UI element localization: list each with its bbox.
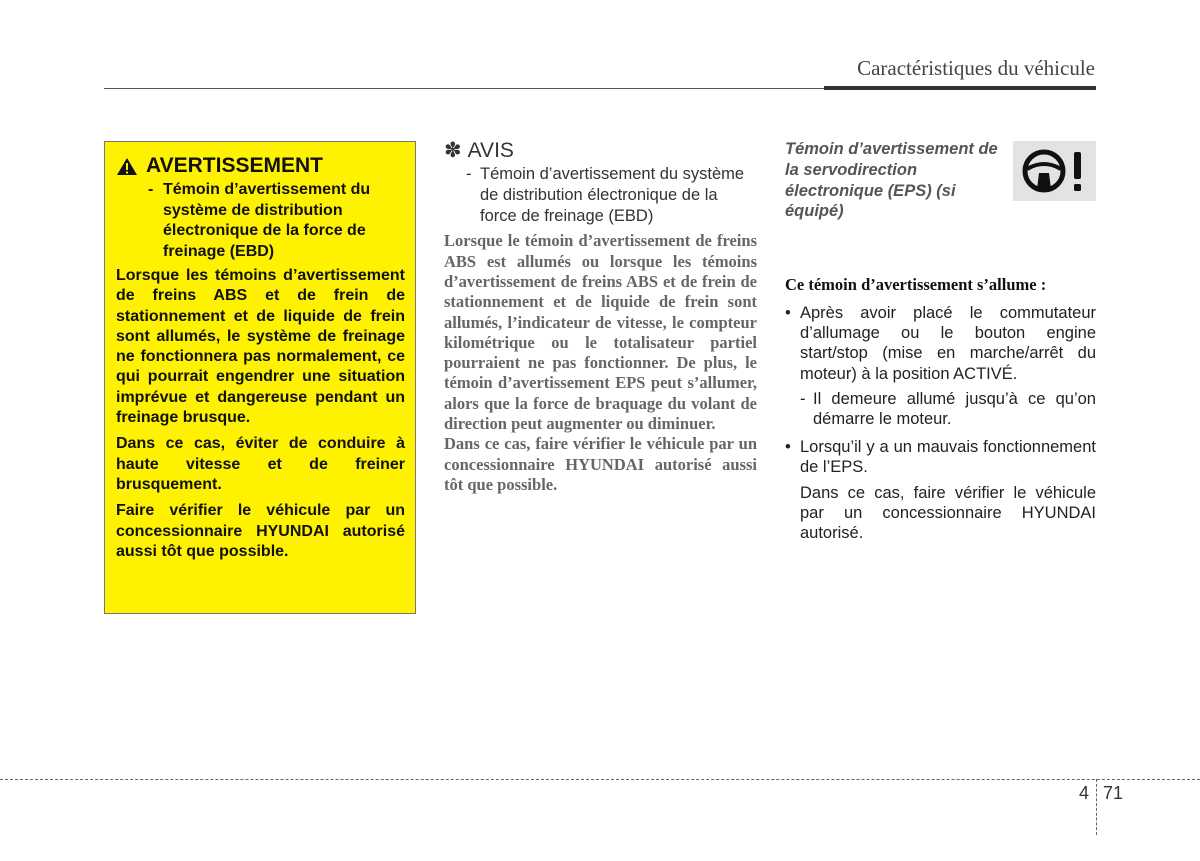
notice-star-icon: ✽ [444, 139, 462, 162]
eps-bullet-text: Après avoir placé le commutateur d’allumage ou le bouton engine start/stop (mise en marche/arrêt du moteur) à la position ACTIVÉ. [800, 304, 1096, 383]
warning-item-text: Témoin d’avertissement du système de distribution électronique de la force de freinage (EBD) [163, 181, 371, 260]
warning-title: AVERTISSEMENT [146, 154, 323, 177]
notice-list-item [444, 164, 757, 226]
eps-steering-warning-icon [1013, 141, 1096, 201]
eps-sub-text: Il demeure allumé jusqu’à ce qu’on démarre le moteur. [813, 389, 1096, 429]
notice-title: AVIS [467, 139, 514, 162]
footer-rule [0, 779, 1200, 780]
eps-bullet-item [785, 303, 1096, 384]
bullet-marker: • [785, 438, 791, 457]
warning-triangle-icon [116, 157, 138, 176]
bullet-marker: • [785, 304, 791, 322]
dash-marker: - [800, 389, 806, 408]
section-number: 4 [1079, 783, 1090, 803]
eps-heading: Témoin d’avertissement de la servodirection électronique (EPS) (si équipé) [785, 140, 998, 221]
notice-paragraph: Lorsque le témoin d’avertissement de freins ABS est allumés ou lorsque les témoins d’avertissement de freins ABS et de frein de stationnement et de liquide de frein sont allumés, l’indicateur de vitesse, le compteur kilométrique ou le totalisateur partiel pourraient ne pas fonctionner. De plus, le témoin d’avertissement EPS peut s’allumer, alors que la force de braquage du volant de direction peut augmenter ou diminuer. [444, 231, 757, 434]
eps-intro: Ce témoin d’avertissement s’allume : [785, 275, 1047, 294]
dash-marker: - [466, 165, 472, 183]
page-number: 71 [1103, 783, 1124, 803]
notice-paragraph: Dans ce cas, faire vérifier le véhicule par un concessionnaire HYUNDAI autorisé aussi tôt que possible. [444, 434, 757, 494]
eps-paragraph: Dans ce cas, faire vérifier le véhicule par un concessionnaire HYUNDAI autorisé. [800, 483, 1096, 543]
warning-paragraph: Faire vérifier le véhicule par un concessionnaire HYUNDAI autorisé aussi tôt que possible. [116, 502, 405, 560]
eps-bullet-text: Lorsqu’il y a un mauvais fonctionnement de l’EPS. [800, 438, 1096, 477]
eps-body [785, 275, 1096, 543]
eps-sub-item [785, 389, 1096, 429]
dash-marker: - [148, 181, 154, 198]
notice-item-text: Témoin d’avertissement du système de distribution électronique de la force de freinage (EBD) [480, 165, 745, 225]
warning-heading [116, 154, 405, 178]
notice-section [444, 138, 757, 495]
footer-divider [1096, 779, 1097, 835]
warning-box [104, 141, 416, 614]
warning-list-item [116, 180, 405, 262]
warning-paragraph: Lorsque les témoins d’avertissement de freins ABS et de frein de stationnement et de liquide de frein sont allumés, le système de freinage ne fonctionnera pas normalement, ce qui pourrait engendrer une situation imprévue et dangereuse pendant un freinage brusque. [116, 267, 405, 427]
page-header-title: Caractéristiques du véhicule [857, 56, 1095, 80]
warning-paragraph: Dans ce cas, éviter de conduire à haute vitesse et de freiner brusquement. [116, 435, 405, 493]
eps-bullet-item [785, 437, 1096, 477]
notice-heading [444, 138, 757, 163]
header-rule-accent [824, 86, 1096, 90]
